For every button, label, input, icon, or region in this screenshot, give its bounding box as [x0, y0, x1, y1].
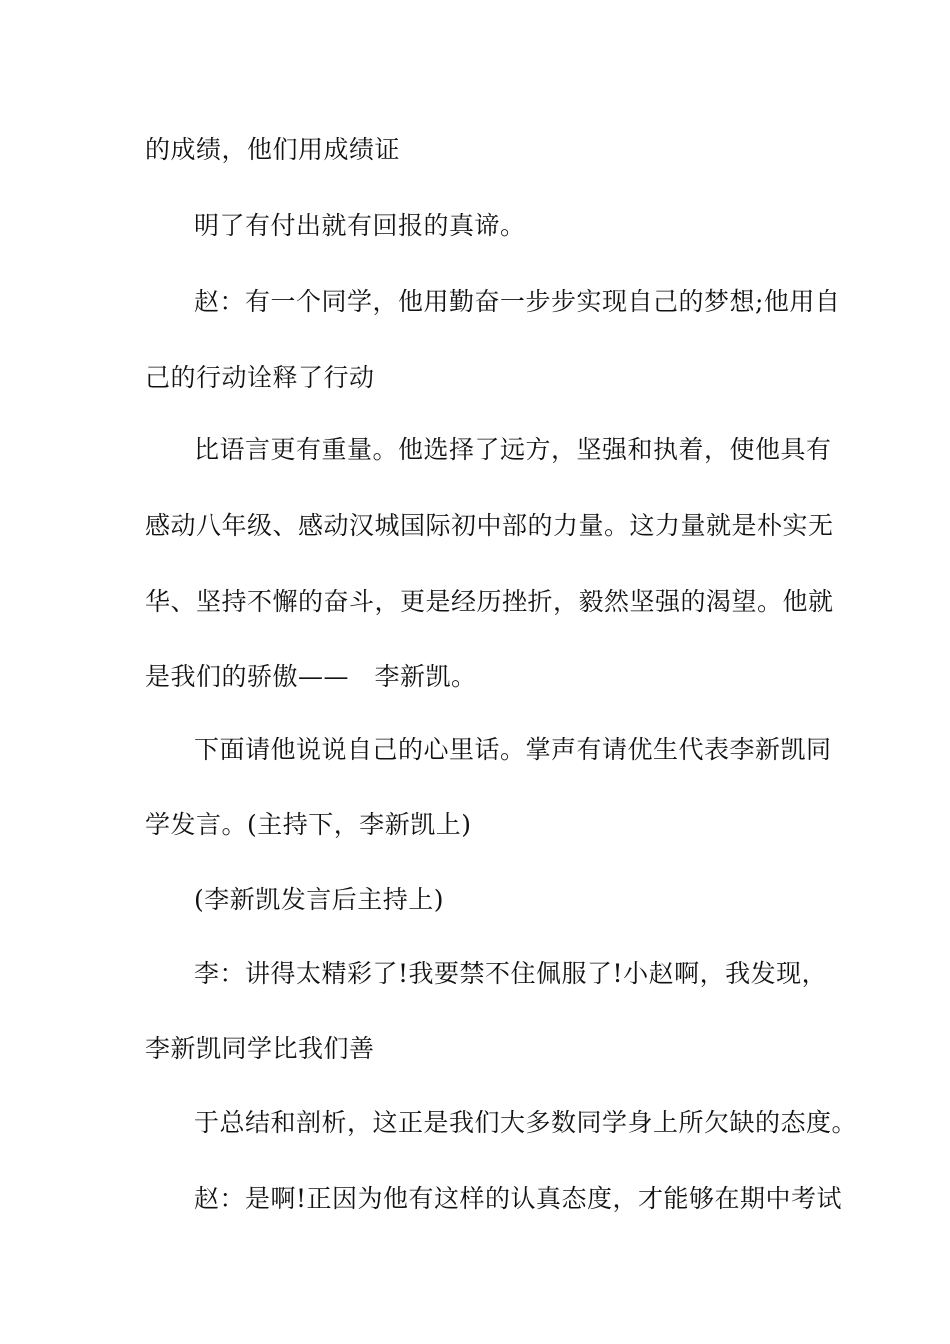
text-line: 下面请他说说自己的心里话。掌声有请优生代表李新凯同 — [194, 735, 832, 764]
text-line: 赵：有一个同学，他用勤奋一步步实现自己的梦想;他用自 — [194, 287, 841, 316]
text-line: 明了有付出就有回报的真谛。 — [194, 211, 526, 240]
text-line: 比语言更有重量。他选择了远方，坚强和执着，使他具有 — [194, 435, 832, 464]
text-line: 己的行动诠释了行动 — [145, 363, 375, 392]
text-line: 是我们的骄傲—— 李新凯。 — [145, 662, 477, 691]
text-line: 赵：是啊!正因为他有这样的认真态度，才能够在期中考试 — [194, 1184, 843, 1213]
text-line: 感动八年级、感动汉城国际初中部的力量。这力量就是朴实无 — [145, 511, 834, 540]
text-line: 学发言。(主持下，李新凯上) — [145, 810, 472, 839]
text-line: 华、坚持不懈的奋斗，更是经历挫折，毅然坚强的渴望。他就 — [145, 587, 834, 616]
text-line: 李：讲得太精彩了!我要禁不住佩服了!小赵啊，我发现， — [194, 959, 828, 988]
text-line: 李新凯同学比我们善 — [145, 1034, 375, 1063]
text-line: (李新凯发言后主持上) — [194, 885, 445, 914]
text-line: 的成绩，他们用成绩证 — [145, 135, 401, 164]
text-line: 于总结和剖析，这正是我们大多数同学身上所欠缺的态度。 — [194, 1108, 858, 1137]
